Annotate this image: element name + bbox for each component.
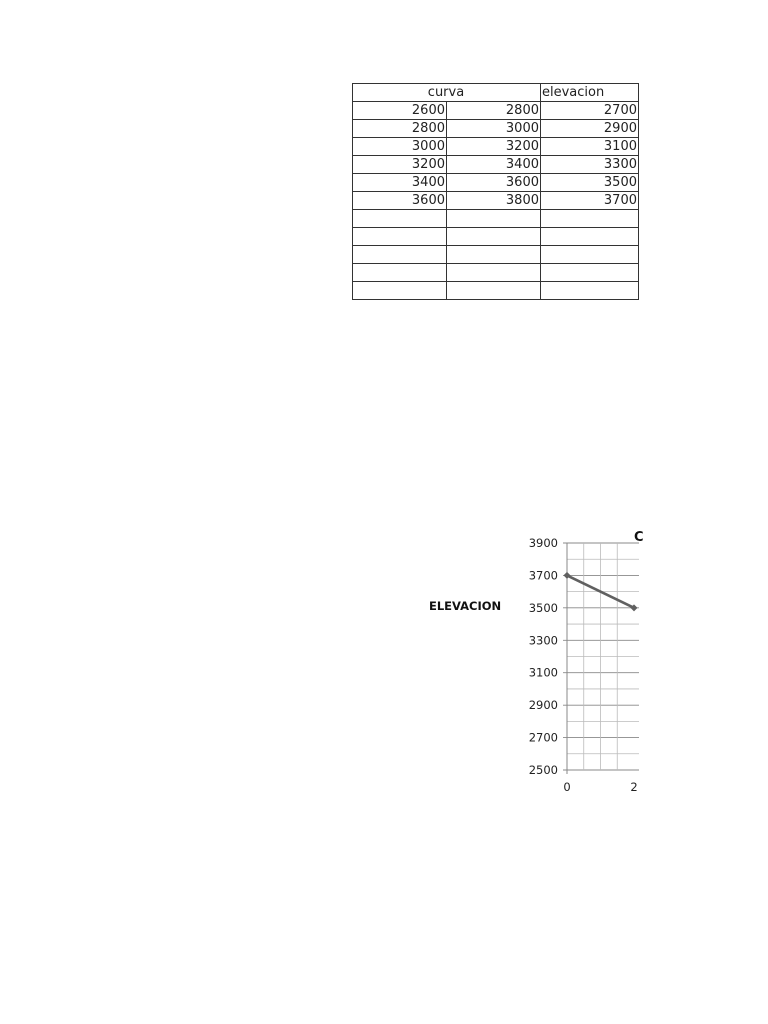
table-cell[interactable]: 2800 [353, 120, 447, 138]
line-chart-svg [420, 525, 644, 800]
y-tick-label: 2700 [528, 730, 558, 745]
table-cell[interactable]: 3100 [541, 138, 639, 156]
table-cell[interactable]: 3500 [541, 174, 639, 192]
y-tick-label: 3100 [528, 665, 558, 680]
table-cell[interactable]: 3600 [353, 192, 447, 210]
y-tick-label: 3500 [528, 600, 558, 615]
table-row [353, 210, 639, 228]
y-tick-label: 3700 [528, 568, 558, 583]
table-cell[interactable]: 2900 [541, 120, 639, 138]
elevation-table [352, 83, 639, 300]
table-cell[interactable] [541, 246, 639, 264]
y-tick-label: 2500 [528, 763, 558, 777]
table-header-row [353, 84, 639, 102]
table-cell[interactable]: 3600 [447, 174, 541, 192]
table-cell[interactable]: 3300 [541, 156, 639, 174]
table-row [353, 174, 639, 192]
table-cell[interactable]: 3000 [447, 120, 541, 138]
table-cell[interactable]: 3400 [353, 174, 447, 192]
table-row [353, 192, 639, 210]
table-cell[interactable] [541, 282, 639, 300]
table-cell[interactable]: 3200 [353, 156, 447, 174]
table-cell[interactable] [353, 246, 447, 264]
table-row [353, 138, 639, 156]
table-cell[interactable] [447, 246, 541, 264]
y-tick-label: 2900 [528, 698, 558, 713]
y-tick-label: 3900 [528, 536, 558, 550]
chart-title: C [634, 530, 644, 545]
table-cell[interactable] [353, 282, 447, 300]
table-cell[interactable]: 3200 [447, 138, 541, 156]
table-cell[interactable] [353, 264, 447, 282]
table-cell[interactable]: 2700 [541, 102, 639, 120]
elevation-chart [420, 525, 644, 800]
table-row [353, 264, 639, 282]
table-row [353, 156, 639, 174]
table-cell[interactable] [447, 282, 541, 300]
header-curva[interactable]: curva [353, 84, 541, 102]
x-tick-label: 0 [563, 780, 571, 794]
table-cell[interactable] [541, 228, 639, 246]
table-cell[interactable] [447, 228, 541, 246]
table-cell[interactable]: 2600 [353, 102, 447, 120]
y-axis-label: ELEVACION [429, 599, 502, 613]
table-cell[interactable] [447, 264, 541, 282]
header-elevacion[interactable]: elevacion [541, 84, 639, 102]
table-row [353, 246, 639, 264]
table-row [353, 282, 639, 300]
table-cell[interactable]: 2800 [447, 102, 541, 120]
table-cell[interactable] [447, 210, 541, 228]
table-cell[interactable]: 3400 [447, 156, 541, 174]
y-tick-label: 3300 [528, 633, 558, 648]
table-cell[interactable]: 3800 [447, 192, 541, 210]
x-tick-label: 2 [630, 780, 638, 794]
table-cell[interactable] [541, 264, 639, 282]
table-row [353, 120, 639, 138]
table-cell[interactable]: 3000 [353, 138, 447, 156]
table-row [353, 102, 639, 120]
table-row [353, 228, 639, 246]
table-cell[interactable] [353, 228, 447, 246]
table-cell[interactable] [541, 210, 639, 228]
table-cell[interactable] [353, 210, 447, 228]
table-cell[interactable]: 3700 [541, 192, 639, 210]
